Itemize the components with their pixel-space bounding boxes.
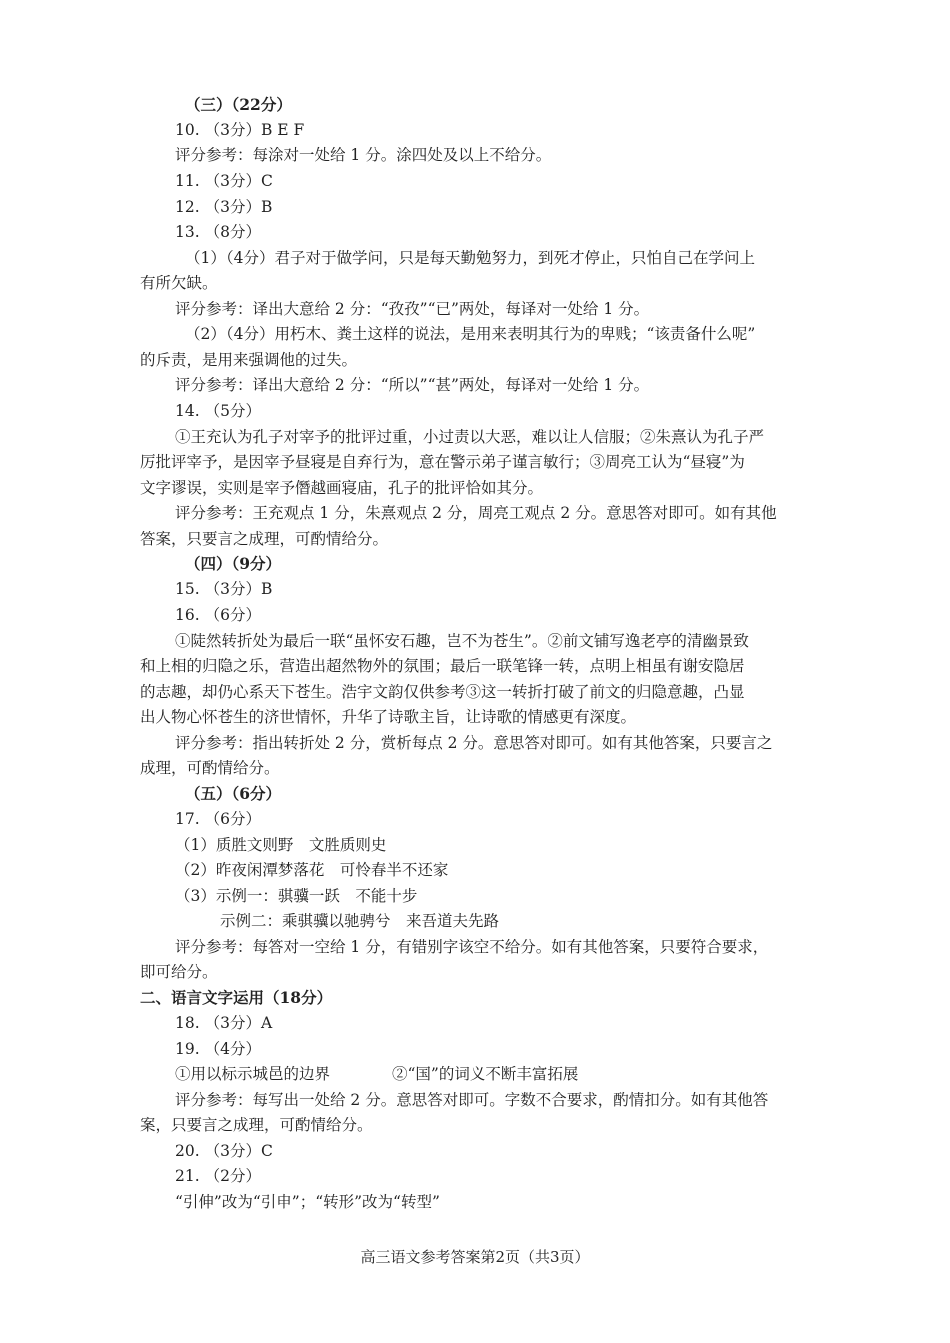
answer-line: 20. （3分）C (175, 1142, 273, 1160)
answer-line: 13. （8分） (175, 223, 261, 241)
answer-line: 14. （5分） (175, 402, 261, 420)
scoring-note: 评分参考：王充观点 1 分，朱熹观点 2 分，周亮工观点 2 分。意思答对即可。如有其他 (175, 504, 777, 522)
scoring-note: 案，只要言之成理，可酌情给分。 (140, 1116, 373, 1134)
answer-line: 11. （3分）C (175, 172, 273, 190)
answer-text: ①用以标示城邑的边界 ②“国”的词义不断丰富拓展 (175, 1065, 579, 1083)
answer-line: 16. （6分） (175, 606, 261, 624)
answer-line: 19. （4分） (175, 1040, 261, 1058)
answer-text: ①陡然转折处为最后一联“虽怀安石趣，岂不为苍生”。②前文铺写逸老亭的清幽景致 (175, 632, 749, 650)
answer-text: （3）示例一：骐骥一跃 不能十步 (175, 887, 418, 905)
scoring-note: 评分参考：每写出一处给 2 分。意思答对即可。字数不合要求，酌情扣分。如有其他答 (175, 1091, 769, 1109)
scoring-note: 评分参考：每涂对一处给 1 分。涂四处及以上不给分。 (175, 146, 552, 164)
answer-text: （1）质胜文则野 文胜质则史 (175, 836, 387, 854)
page-footer: 高三语文参考答案第2页（共3页） (360, 1248, 590, 1266)
answer-text: “引伸”改为“引申”；“转形”改为“转型” (175, 1193, 440, 1211)
section-five-heading: （五）（6分） (185, 784, 282, 803)
answer-text: （1）（4分）君子对于做学问，只是每天勤勉努力，到死才停止，只怕自己在学问上 (185, 249, 755, 267)
answer-text: 有所欠缺。 (140, 274, 218, 292)
answer-text: 的斥责，是用来强调他的过失。 (140, 351, 358, 369)
scoring-note: 即可给分。 (140, 963, 218, 981)
answer-text: （2）昨夜闲潭梦落花 可怜春半不还家 (175, 861, 449, 879)
answer-line: 12. （3分）B (175, 198, 273, 216)
scoring-note: 答案，只要言之成理，可酌情给分。 (140, 530, 389, 548)
answer-text: 的志趣，却仍心系天下苍生。浩宇文韵仅供参考③这一转折打破了前文的归隐意趣，凸显 (140, 683, 745, 701)
answer-text: （2）（4分）用朽木、粪土这样的说法，是用来表明其行为的卑贱；“该责备什么呢” (185, 325, 756, 343)
answer-text: 厉批评宰予，是因宰予昼寝是自弃行为，意在警示弟子谨言敏行；③周亮工认为“昼寝”为 (140, 453, 745, 471)
answer-line: 17. （6分） (175, 810, 261, 828)
section-four-heading: （四）（9分） (185, 554, 282, 573)
scoring-note: 评分参考：译出大意给 2 分：“所以”“甚”两处，每译对一处给 1 分。 (175, 376, 650, 394)
scoring-note: 评分参考：每答对一空给 1 分，有错别字该空不给分。如有其他答案，只要符合要求， (175, 938, 769, 956)
scoring-note: 评分参考：译出大意给 2 分：“孜孜”“已”两处，每译对一处给 1 分。 (175, 300, 650, 318)
answer-text: 出人物心怀苍生的济世情怀，升华了诗歌主旨，让诗歌的情感更有深度。 (140, 708, 637, 726)
answer-line: 21. （2分） (175, 1167, 261, 1185)
answer-text: 和上相的归隐之乐，营造出超然物外的氛围；最后一联笔锋一转，点明上相虽有谢安隐居 (140, 657, 745, 675)
answer-text: ①王充认为孔子对宰予的批评过重，小过责以大恶，难以让人信服；②朱熹认为孔子严 (175, 428, 765, 446)
answer-text: 文字谬误，实则是宰予僭越画寝庙，孔子的批评恰如其分。 (140, 479, 544, 497)
answer-line: 15. （3分）B (175, 580, 273, 598)
answer-line: 10. （3分）B E F (175, 121, 305, 139)
answer-line: 18. （3分）A (175, 1014, 273, 1032)
section-three-heading: （三）（22分） (185, 95, 292, 114)
part-two-heading: 二、语言文字运用（18分） (140, 988, 333, 1007)
scoring-note: 成理，可酌情给分。 (140, 759, 280, 777)
answer-text: 示例二：乘骐骥以驰骋兮 来吾道夫先路 (220, 912, 500, 930)
scoring-note: 评分参考：指出转折处 2 分，赏析每点 2 分。意思答对即可。如有其他答案，只要言之 (175, 734, 773, 752)
